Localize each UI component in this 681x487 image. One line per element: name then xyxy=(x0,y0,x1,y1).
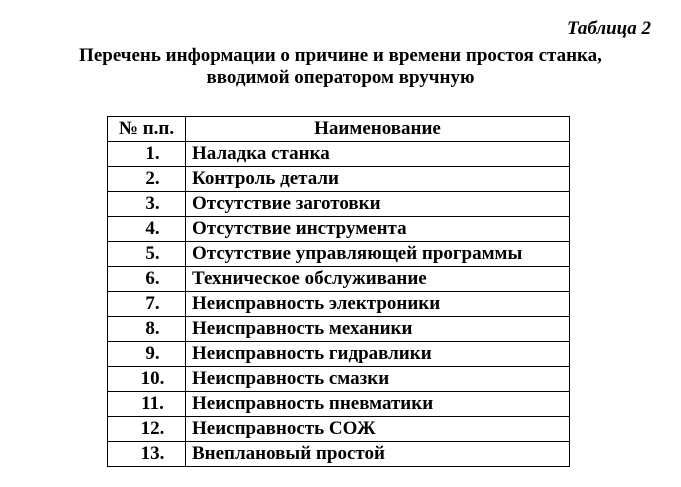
row-number: 12. xyxy=(108,417,186,442)
table-row xyxy=(108,242,570,267)
table-row xyxy=(108,317,570,342)
table-row xyxy=(108,192,570,217)
row-name: Неисправность СОЖ xyxy=(186,417,570,442)
table-row xyxy=(108,142,570,167)
table-row xyxy=(108,367,570,392)
table-row xyxy=(108,342,570,367)
row-number: 8. xyxy=(108,317,186,342)
row-name: Наладка станка xyxy=(186,142,570,167)
row-name: Техническое обслуживание xyxy=(186,267,570,292)
title-line-2: вводимой оператором вручную xyxy=(206,67,475,88)
table-header-row xyxy=(108,117,570,142)
table-row xyxy=(108,292,570,317)
row-number: 1. xyxy=(108,142,186,167)
header-name: Наименование xyxy=(186,117,570,142)
table-row xyxy=(108,442,570,467)
row-number: 5. xyxy=(108,242,186,267)
row-name: Отсутствие инструмента xyxy=(186,217,570,242)
header-num: № п.п. xyxy=(108,117,186,142)
table-row xyxy=(108,392,570,417)
row-number: 7. xyxy=(108,292,186,317)
row-name: Неисправность пневматики xyxy=(186,392,570,417)
row-number: 11. xyxy=(108,392,186,417)
document-title xyxy=(0,45,681,89)
row-name: Внеплановый простой xyxy=(186,442,570,467)
row-name: Неисправность электроники xyxy=(186,292,570,317)
row-name: Отсутствие заготовки xyxy=(186,192,570,217)
row-name: Неисправность гидравлики xyxy=(186,342,570,367)
table-row xyxy=(108,217,570,242)
row-number: 10. xyxy=(108,367,186,392)
row-number: 6. xyxy=(108,267,186,292)
row-name: Неисправность смазки xyxy=(186,367,570,392)
table-row xyxy=(108,167,570,192)
title-line-1: Перечень информации о причине и времени простоя станка, xyxy=(79,45,602,66)
row-name: Отсутствие управляющей программы xyxy=(186,242,570,267)
row-number: 9. xyxy=(108,342,186,367)
row-number: 13. xyxy=(108,442,186,467)
row-number: 2. xyxy=(108,167,186,192)
downtime-reasons-table xyxy=(107,116,570,467)
row-number: 4. xyxy=(108,217,186,242)
row-name: Неисправность механики xyxy=(186,317,570,342)
table-label: Таблица 2 xyxy=(566,18,651,39)
row-name: Контроль детали xyxy=(186,167,570,192)
row-number: 3. xyxy=(108,192,186,217)
table-row xyxy=(108,417,570,442)
table-row xyxy=(108,267,570,292)
